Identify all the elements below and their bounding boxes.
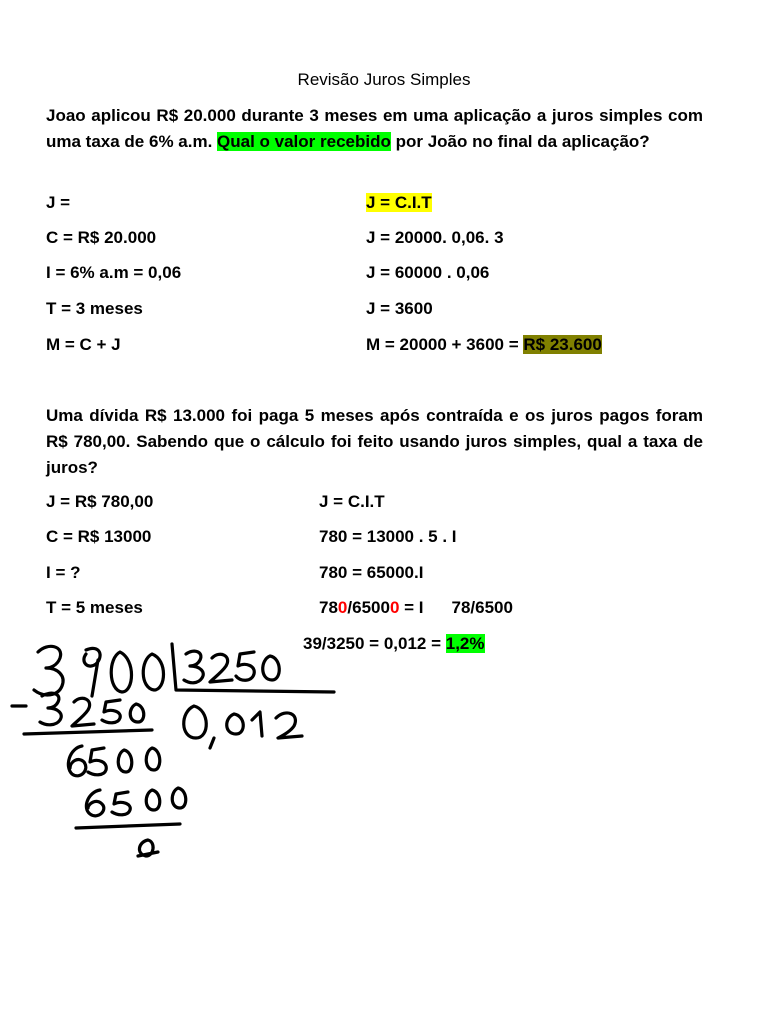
p1-result bbox=[366, 334, 602, 356]
p1-formula bbox=[366, 192, 432, 214]
p1-left-2: I = 6% a.m = 0,06 bbox=[46, 263, 182, 282]
handwriting-line-2 bbox=[76, 824, 180, 828]
handwriting-dividend bbox=[34, 646, 164, 696]
handwriting-quotient bbox=[184, 706, 302, 748]
frac-cancelled-zero: 0 bbox=[389, 598, 400, 617]
handwriting-subtracted-2 bbox=[86, 788, 185, 816]
p1-left-0: J = bbox=[46, 193, 71, 212]
p1-result-value: R$ 23.600 bbox=[523, 335, 602, 354]
p2-final-value: 1,2% bbox=[445, 634, 485, 653]
p2-final-prefix: 39/3250 = 0,012 = bbox=[303, 634, 446, 653]
p1-left-1: C = R$ 20.000 bbox=[46, 228, 157, 247]
handwriting-final-zero bbox=[138, 840, 158, 856]
p2-right-1: 780 = 13000 . 5 . I bbox=[319, 527, 457, 546]
problem2-statement: Uma dívida R$ 13.000 foi paga 5 meses após contraída e os juros pagos foram R$ 780,00. Sabendo que o cálculo foi feito usando juros simples, qual a taxa de juros? bbox=[46, 406, 703, 477]
p1-left-4: M = C + J bbox=[46, 335, 121, 354]
p2-left-0: J = R$ 780,00 bbox=[46, 492, 154, 511]
p1-left-3: T = 3 meses bbox=[46, 299, 143, 318]
p1-right-1: J = 60000 . 0,06 bbox=[366, 263, 490, 282]
problem1-text-a: Joao aplicou R$ 20.000 durante 3 meses em uma aplicação a juros simples com uma taxa de 6% a.m. bbox=[46, 106, 703, 151]
frac-cancelled-zero: 0 bbox=[337, 598, 348, 617]
p2-left-2: I = ? bbox=[46, 563, 81, 582]
problem1-highlight: Qual o valor recebido bbox=[217, 132, 391, 151]
page-title: Revisão Juros Simples bbox=[297, 70, 471, 89]
p1-right-2: J = 3600 bbox=[366, 299, 433, 318]
p1-right-0: J = 20000. 0,06. 3 bbox=[366, 228, 504, 247]
frac-part: /6500 bbox=[347, 598, 390, 617]
p2-right-0: J = C.I.T bbox=[319, 492, 385, 511]
handwriting-divisor bbox=[184, 651, 279, 683]
p2-fraction bbox=[319, 597, 513, 619]
problem1-text-b: por João no final da aplicação? bbox=[390, 132, 650, 151]
handwriting-line-1 bbox=[24, 730, 152, 734]
handwritten-division bbox=[0, 630, 360, 870]
problem1-statement bbox=[46, 103, 703, 155]
p2-left-1: C = R$ 13000 bbox=[46, 527, 152, 546]
frac-part: = I bbox=[399, 598, 424, 617]
handwriting-subtraction bbox=[12, 693, 144, 726]
p2-left-3: T = 5 meses bbox=[46, 598, 143, 617]
p1-formula-highlight: J = C.I.T bbox=[366, 193, 432, 212]
p1-result-prefix: M = 20000 + 3600 = bbox=[366, 335, 524, 354]
frac-simplified: 78/6500 bbox=[451, 598, 513, 617]
frac-part: 78 bbox=[319, 598, 338, 617]
p2-right-2: 780 = 65000.I bbox=[319, 563, 424, 582]
handwriting-remainder bbox=[68, 746, 159, 776]
